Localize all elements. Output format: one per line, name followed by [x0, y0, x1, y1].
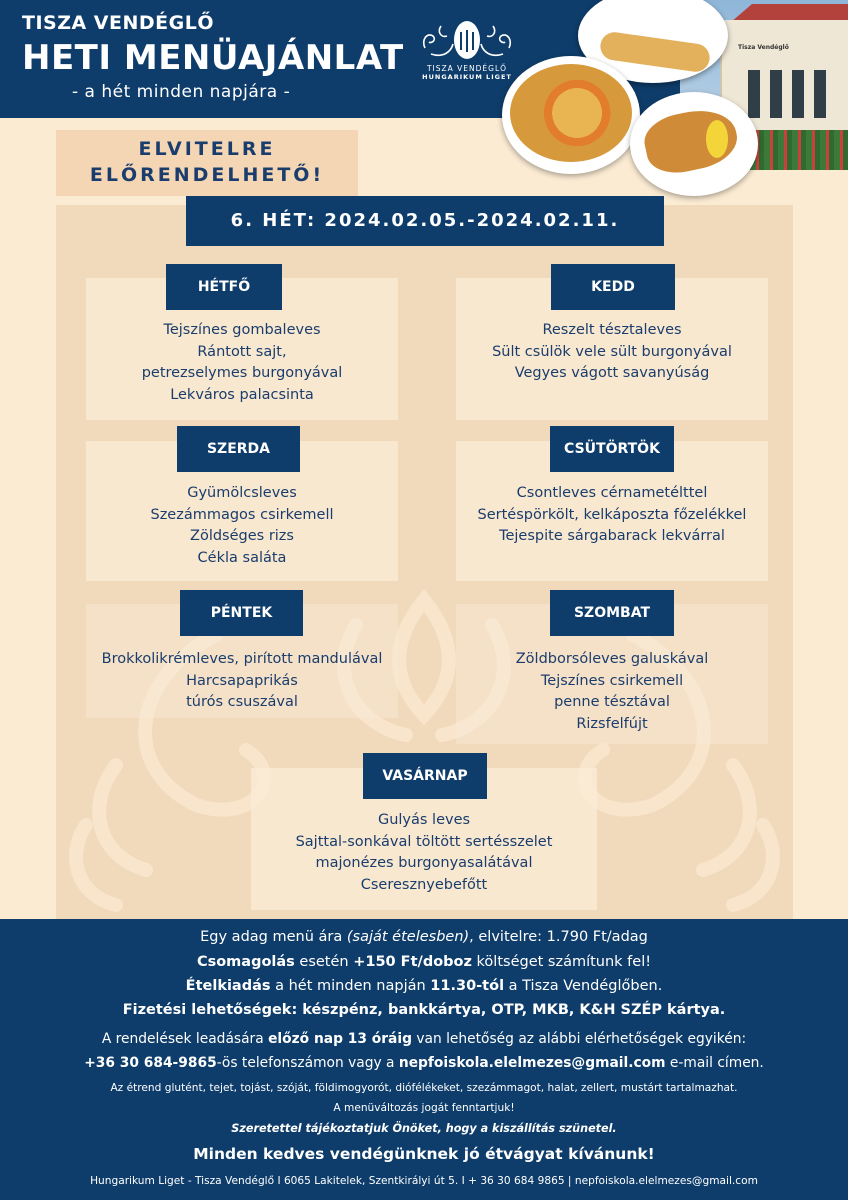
dish-item: Szezámmagos csirkemell: [150, 506, 334, 523]
dish-item: Sajttal-sonkával töltött sertésszelet: [295, 833, 553, 850]
soup-food: [510, 64, 632, 162]
page-title: HETI MENÜAJÁNLAT: [22, 38, 404, 78]
logo-subname: HUNGARIKUM LIGET: [422, 73, 512, 81]
serving-line: Ételkiadás a hét minden napján 11.30-tól a Tisza Vendéglőben.: [185, 978, 663, 994]
dish-item: petrezselymes burgonyával: [141, 365, 343, 381]
packaging-line: Csomagolás esetén +150 Ft/doboz költséget számítunk fel!: [196, 954, 652, 970]
allergen-note: Az étrend glutént, tejet, tojást, szóját, földimogyorót, diófélékeket, szezámmagot, halat, zellert, mustárt tartalmazhat.: [110, 1082, 738, 1094]
day-label-tuesday: KEDD: [551, 264, 675, 310]
building-sign: Tisza Vendéglő: [738, 44, 789, 51]
logo-name: TISZA VENDÉGLŐ: [426, 64, 508, 73]
preorder-line1: ELVITELRE: [138, 138, 276, 160]
lemon-slice: [706, 120, 728, 158]
delivery-note: Szeretettel tájékoztatjuk Önöket, hogy a kiszállítás szünetel.: [231, 1122, 617, 1135]
payment-line: Fizetési lehetőségek: készpénz, bankkártya, OTP, MKB, K&H SZÉP kártya.: [122, 1002, 726, 1018]
contact-line: +36 30 684-9865-ös telefonszámon vagy a nepfoiskola.elelmezes@gmail.com e-mail címen.: [84, 1055, 764, 1071]
day-label-sunday: VASÁRNAP: [363, 753, 487, 799]
dish-item: Sertéspörkölt, kelkáposzta főzelékkel: [477, 506, 747, 523]
appetite-greeting: Minden kedves vendégünknek jó étvágyat kívánunk!: [193, 1145, 655, 1163]
restaurant-logo: [412, 18, 522, 98]
dish-item: Tejszínes gombaleves: [163, 322, 321, 338]
order-line: A rendelések leadására előző nap 13 óráig van lehetőség az alábbi elérhetőségek egyikén:: [101, 1031, 747, 1047]
change-note: A menüváltozás jogát fenntartjuk!: [333, 1102, 515, 1114]
dish-item: Cékla saláta: [197, 549, 287, 566]
dish-item: Reszelt tésztaleves: [542, 322, 682, 338]
dish-item: túrós csuszával: [186, 694, 298, 710]
dish-item: Harcsapaprikás: [186, 672, 298, 689]
email-link[interactable]: nepfoiskola.elelmezes@gmail.com: [398, 1055, 666, 1071]
page-subtitle: - a hét minden napjára -: [72, 82, 291, 102]
dish-item: Tejszínes csirkemell: [540, 672, 684, 689]
dish-item: Tejespite sárgabarack lekvárral: [499, 528, 725, 544]
footer-info: [0, 919, 848, 1200]
dish-item: Sült csülök vele sült burgonyával: [492, 343, 732, 360]
price-line: Egy adag menü ára (saját ételesben), elvitelre: 1.790 Ft/adag: [200, 929, 648, 945]
dish-item: Rizsfelfújt: [576, 715, 648, 732]
dish-item: Zöldborsóleves galuskával: [515, 651, 709, 667]
day-label-wednesday: SZERDA: [177, 426, 300, 472]
week-banner: 6. HÉT: 2024.02.05.-2024.02.11.: [186, 196, 664, 246]
day-label-monday: HÉTFŐ: [166, 264, 282, 310]
day-label-friday: PÉNTEK: [180, 590, 303, 636]
dish-item: Vegyes vágott savanyúság: [514, 365, 710, 381]
address-line: Hungarikum Liget - Tisza Vendéglő I 6065 Lakitelek, Szentkirályi út 5. I + 36 30 684 9865 | nepfoiskola.elelmezes@gmail.com: [90, 1175, 758, 1187]
dish-item: Zöldséges rizs: [190, 528, 294, 544]
preorder-box: [56, 130, 358, 196]
logo-ornament-icon: [417, 18, 517, 62]
dish-item: Cseresznyebefőtt: [360, 876, 488, 893]
brand-name: TISZA VENDÉGLŐ: [22, 12, 214, 34]
preorder-line2: ELŐRENDELHETŐ!: [89, 164, 325, 186]
dish-item: Gulyás leves: [377, 812, 471, 828]
dish-item: Brokkolikrémleves, pirított mandulával: [101, 651, 383, 667]
dish-item: Rántott sajt,: [197, 343, 287, 360]
dish-item: penne tésztával: [554, 694, 670, 710]
day-label-thursday: CSÜTÖRTÖK: [550, 426, 674, 472]
dish-item: Csontleves cérnametélttel: [516, 485, 708, 501]
dish-item: majonézes burgonyasalátával: [315, 855, 533, 871]
day-label-saturday: SZOMBAT: [550, 590, 674, 636]
dish-item: Gyümölcsleves: [187, 485, 297, 501]
dish-item: Lekváros palacsinta: [170, 386, 314, 403]
